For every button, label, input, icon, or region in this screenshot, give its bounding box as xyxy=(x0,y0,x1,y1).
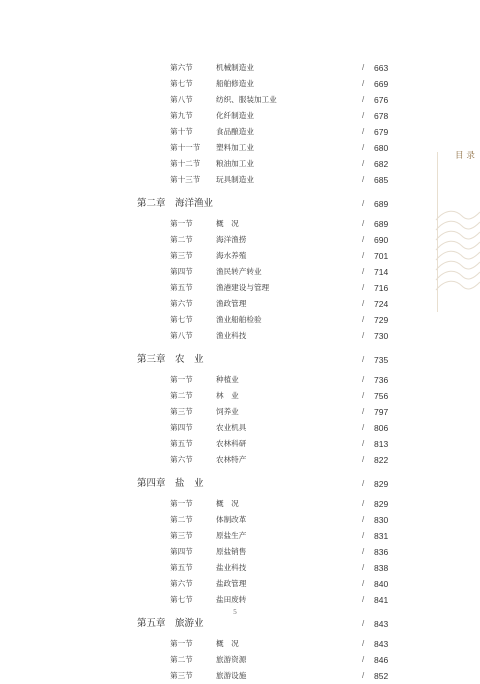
page-reference: 831 xyxy=(374,531,389,541)
section-title: 概 况 xyxy=(216,639,239,648)
section-number: 第二节 xyxy=(170,391,193,400)
section-title: 玩具制造业 xyxy=(216,175,254,184)
section-title: 原盐销售 xyxy=(216,547,247,556)
section-number: 第八节 xyxy=(170,95,193,104)
page-reference: 841 xyxy=(374,595,389,605)
section-title: 盐业科技 xyxy=(216,563,247,572)
page-reference: 679 xyxy=(374,127,389,137)
page-reference: 756 xyxy=(374,391,389,401)
toc-section-row[interactable] xyxy=(0,452,480,468)
chapter-title: 第五章 旅游业 xyxy=(137,618,204,629)
page-reference: 730 xyxy=(374,331,389,341)
page-separator: / xyxy=(362,423,365,432)
page-separator: / xyxy=(362,219,365,228)
page-separator: / xyxy=(362,355,365,364)
page-reference: 852 xyxy=(374,671,389,681)
section-number: 第四节 xyxy=(170,267,193,276)
page-separator: / xyxy=(362,251,365,260)
section-number: 第一节 xyxy=(170,639,193,648)
page-reference: 676 xyxy=(374,95,389,105)
page-separator: / xyxy=(362,499,365,508)
page-separator: / xyxy=(362,563,365,572)
toc-section-row[interactable] xyxy=(0,216,480,232)
toc-section-row[interactable] xyxy=(0,296,480,312)
section-title: 体制改革 xyxy=(216,515,247,524)
page-reference: 797 xyxy=(374,407,389,417)
toc-section-row[interactable] xyxy=(0,544,480,560)
page-separator: / xyxy=(362,283,365,292)
toc-section-row[interactable] xyxy=(0,528,480,544)
page-reference: 701 xyxy=(374,251,389,261)
section-number: 第三节 xyxy=(170,671,193,680)
section-number: 第六节 xyxy=(170,455,193,464)
page-separator: / xyxy=(362,375,365,384)
page-separator: / xyxy=(362,439,365,448)
section-number: 第七节 xyxy=(170,79,193,88)
toc-chapter-row[interactable] xyxy=(0,196,480,212)
page-reference: 714 xyxy=(374,267,389,277)
toc-section-row[interactable] xyxy=(0,172,480,188)
page-separator: / xyxy=(362,407,365,416)
page-reference: 689 xyxy=(374,199,389,209)
side-section-label: 目 录 xyxy=(455,151,475,161)
page-reference: 680 xyxy=(374,143,389,153)
page-separator: / xyxy=(362,655,365,664)
section-number: 第十三节 xyxy=(170,175,201,184)
section-title: 盐田废转 xyxy=(216,595,247,604)
section-number: 第五节 xyxy=(170,283,193,292)
page-reference: 685 xyxy=(374,175,389,185)
page-separator: / xyxy=(362,315,365,324)
section-title: 盐政管理 xyxy=(216,579,247,588)
section-title: 渔业科技 xyxy=(216,331,247,340)
toc-section-row[interactable] xyxy=(0,420,480,436)
section-title: 海洋渔捞 xyxy=(216,235,247,244)
section-title: 种植业 xyxy=(216,375,239,384)
page-reference: 669 xyxy=(374,79,389,89)
section-number: 第二节 xyxy=(170,235,193,244)
toc-section-row[interactable] xyxy=(0,156,480,172)
toc-section-row[interactable] xyxy=(0,404,480,420)
toc-chapter-row[interactable] xyxy=(0,476,480,492)
page-reference: 829 xyxy=(374,499,389,509)
toc-section-row[interactable] xyxy=(0,512,480,528)
section-number: 第二节 xyxy=(170,655,193,664)
section-number: 第六节 xyxy=(170,63,193,72)
section-number: 第八节 xyxy=(170,331,193,340)
page-separator: / xyxy=(362,127,365,136)
page-separator: / xyxy=(362,515,365,524)
toc-chapter-row[interactable] xyxy=(0,616,480,632)
section-title: 渔政管理 xyxy=(216,299,247,308)
section-title: 农林科研 xyxy=(216,439,247,448)
toc-section-row[interactable] xyxy=(0,576,480,592)
page-separator: / xyxy=(362,111,365,120)
section-number: 第三节 xyxy=(170,531,193,540)
toc-section-row[interactable] xyxy=(0,248,480,264)
page-reference: 846 xyxy=(374,655,389,665)
section-title: 食品酿造业 xyxy=(216,127,254,136)
toc-section-row[interactable] xyxy=(0,372,480,388)
section-number: 第一节 xyxy=(170,375,193,384)
page-separator: / xyxy=(362,143,365,152)
section-number: 第三节 xyxy=(170,251,193,260)
page-reference: 843 xyxy=(374,639,389,649)
section-title: 塑料加工业 xyxy=(216,143,254,152)
section-number: 第十二节 xyxy=(170,159,201,168)
toc-section-row[interactable] xyxy=(0,560,480,576)
page-reference: 724 xyxy=(374,299,389,309)
section-title: 渔民转产转业 xyxy=(216,267,262,276)
toc-section-row[interactable] xyxy=(0,436,480,452)
section-number: 第一节 xyxy=(170,499,193,508)
page-separator: / xyxy=(362,267,365,276)
page-separator: / xyxy=(362,479,365,488)
page-separator: / xyxy=(362,531,365,540)
toc-section-row[interactable] xyxy=(0,592,480,608)
section-title: 船舶修造业 xyxy=(216,79,254,88)
page-separator: / xyxy=(362,331,365,340)
section-title: 机械制造业 xyxy=(216,63,254,72)
section-title: 农林特产 xyxy=(216,455,247,464)
page-reference: 806 xyxy=(374,423,389,433)
toc-section-row[interactable] xyxy=(0,280,480,296)
section-title: 旅游设施 xyxy=(216,671,247,680)
page-separator: / xyxy=(362,199,365,208)
chapter-title: 第二章 海洋渔业 xyxy=(137,198,214,209)
section-number: 第五节 xyxy=(170,439,193,448)
section-number: 第二节 xyxy=(170,515,193,524)
page-separator: / xyxy=(362,79,365,88)
toc-section-row[interactable] xyxy=(0,496,480,512)
section-title: 纺织、服装加工业 xyxy=(216,95,277,104)
page-reference: 843 xyxy=(374,619,389,629)
toc-section-row[interactable] xyxy=(0,312,480,328)
page-separator: / xyxy=(362,63,365,72)
page-separator: / xyxy=(362,299,365,308)
page-number: 5 xyxy=(233,608,237,616)
page-reference: 830 xyxy=(374,515,389,525)
toc-section-row[interactable] xyxy=(0,124,480,140)
section-number: 第六节 xyxy=(170,299,193,308)
section-number: 第三节 xyxy=(170,407,193,416)
toc-section-row[interactable] xyxy=(0,652,480,668)
page-reference: 663 xyxy=(374,63,389,73)
section-title: 概 况 xyxy=(216,499,239,508)
page-reference: 836 xyxy=(374,547,389,557)
page-separator: / xyxy=(362,547,365,556)
section-title: 旅游资源 xyxy=(216,655,247,664)
toc-chapter-row[interactable] xyxy=(0,352,480,368)
page-separator: / xyxy=(362,579,365,588)
page-separator: / xyxy=(362,455,365,464)
page-separator: / xyxy=(362,159,365,168)
section-title: 渔业船舶检验 xyxy=(216,315,262,324)
page-reference: 840 xyxy=(374,579,389,589)
page-reference: 822 xyxy=(374,455,389,465)
page-reference: 813 xyxy=(374,439,389,449)
toc-section-row[interactable] xyxy=(0,328,480,344)
section-title: 粮油加工业 xyxy=(216,159,254,168)
section-number: 第五节 xyxy=(170,563,193,572)
toc-section-row[interactable] xyxy=(0,264,480,280)
page-reference: 689 xyxy=(374,219,389,229)
page-reference: 690 xyxy=(374,235,389,245)
section-number: 第十一节 xyxy=(170,143,201,152)
page-reference: 829 xyxy=(374,479,389,489)
section-number: 第四节 xyxy=(170,423,193,432)
section-number: 第一节 xyxy=(170,219,193,228)
page-separator: / xyxy=(362,95,365,104)
section-number: 第十节 xyxy=(170,127,193,136)
toc-section-row[interactable] xyxy=(0,108,480,124)
toc-section-row[interactable] xyxy=(0,140,480,156)
toc-section-row[interactable] xyxy=(0,76,480,92)
section-title: 原盐生产 xyxy=(216,531,247,540)
section-title: 农业机具 xyxy=(216,423,247,432)
toc-section-row[interactable] xyxy=(0,92,480,108)
page-reference: 716 xyxy=(374,283,389,293)
section-number: 第七节 xyxy=(170,595,193,604)
toc-section-row[interactable] xyxy=(0,636,480,652)
section-number: 第九节 xyxy=(170,111,193,120)
section-title: 化纤制造业 xyxy=(216,111,254,120)
page-reference: 736 xyxy=(374,375,389,385)
page-reference: 735 xyxy=(374,355,389,365)
section-title: 海水养殖 xyxy=(216,251,247,260)
section-title: 林 业 xyxy=(216,391,239,400)
page-separator: / xyxy=(362,175,365,184)
page-separator: / xyxy=(362,619,365,628)
section-number: 第六节 xyxy=(170,579,193,588)
page-separator: / xyxy=(362,235,365,244)
toc-section-row[interactable] xyxy=(0,232,480,248)
page-separator: / xyxy=(362,671,365,680)
toc-section-row[interactable] xyxy=(0,60,480,76)
page-reference: 838 xyxy=(374,563,389,573)
section-title: 渔港建设与管理 xyxy=(216,283,270,292)
page-separator: / xyxy=(362,595,365,604)
toc-section-row[interactable] xyxy=(0,388,480,404)
page-separator: / xyxy=(362,639,365,648)
page-separator: / xyxy=(362,391,365,400)
wave-decoration-icon xyxy=(432,180,480,308)
toc-section-row[interactable] xyxy=(0,668,480,684)
chapter-title: 第四章 盐 业 xyxy=(137,478,204,489)
section-number: 第七节 xyxy=(170,315,193,324)
page-reference: 729 xyxy=(374,315,389,325)
section-title: 饲养业 xyxy=(216,407,239,416)
page-reference: 682 xyxy=(374,159,389,169)
section-number: 第四节 xyxy=(170,547,193,556)
section-title: 概 况 xyxy=(216,219,239,228)
page-reference: 678 xyxy=(374,111,389,121)
chapter-title: 第三章 农 业 xyxy=(137,354,204,365)
